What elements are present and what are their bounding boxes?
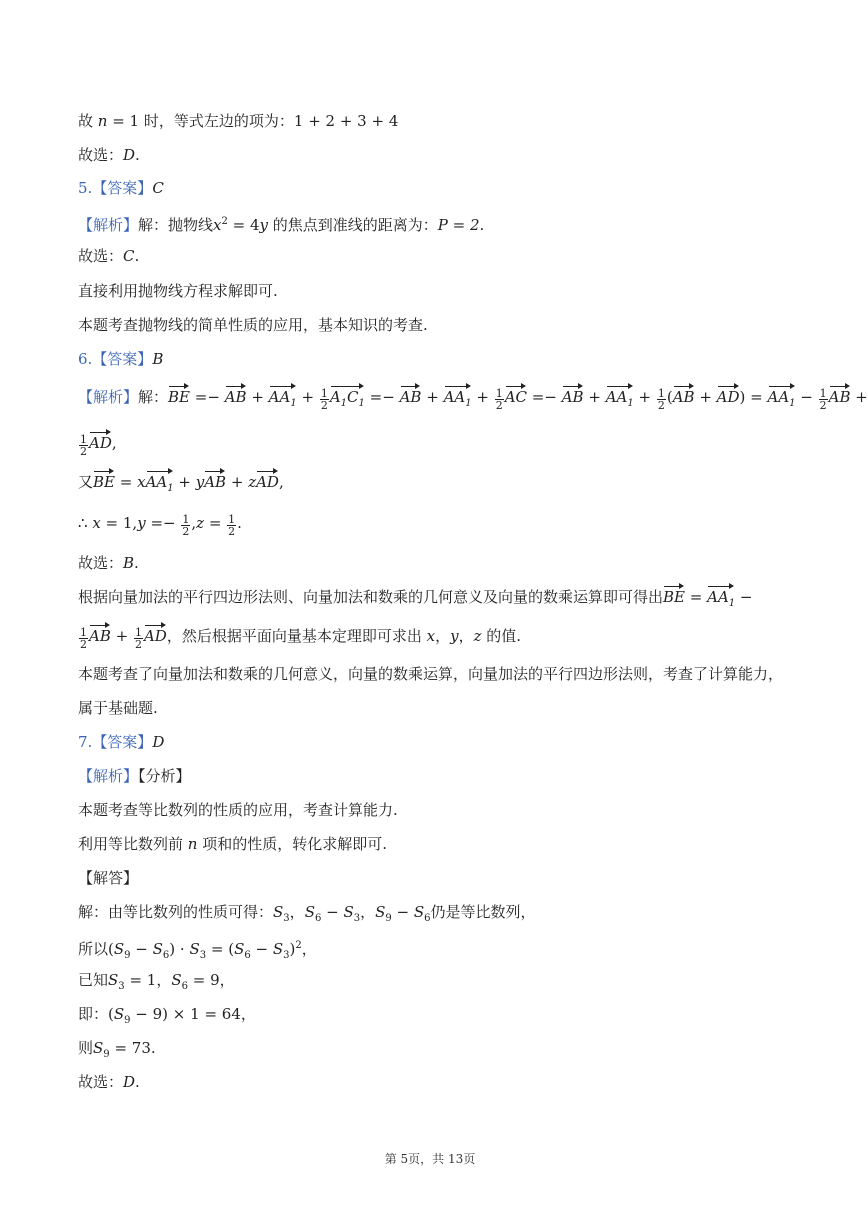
text-line: $\frac{1}{2}$ AD, (80, 433, 117, 458)
text-line: 故选：C. (78, 247, 140, 265)
text-line: 【解答】 (78, 869, 139, 887)
text-line: 则$S_9 = 73$. (78, 1039, 156, 1060)
analysis-7: 【解析】【分析】 (78, 767, 191, 785)
text-line: 所以$(S_9 - S_6) \cdot S_3 = (S_6 - S_3)^2$， (78, 940, 317, 961)
text-line: 故选：D. (78, 1073, 140, 1091)
text-line: $\frac{1}{2}$ AB + $\frac{1}{2}$ AD，然后根据平面向量基本定理即可求出 x，y，z 的值. (80, 626, 522, 651)
text-line: ∴ x = 1,y =− $\frac{1}{2}$ ,z = $\frac{1}{2}$ . (78, 513, 242, 538)
text-line: 利用等比数列前 n 项和的性质，转化求解即可. (78, 835, 387, 853)
text-line: 已知$S_3 = 1$，$S_6 = 9$， (78, 971, 235, 992)
text-line: 又BE = xAA$_1$ + yAB + zAD, (78, 472, 810, 499)
answer-7: 7.【答案】D (78, 733, 165, 751)
analysis-5: 【解析】解：抛物线$x^2 = 4y$ 的焦点到准线的距离为：P = 2. (78, 216, 485, 234)
text-line: 本题考查了向量加法和数乘的几何意义，向量的数乘运算，向量加法的平行四边形法则，考查了计算能力， (78, 665, 784, 683)
text-line: 故 n = 1 时，等式左边的项为：1 + 2 + 3 + 4 (78, 112, 399, 130)
text-line: 本题考查等比数列的性质的应用，考查计算能力. (78, 801, 398, 819)
text-line: 直接利用抛物线方程求解即可. (78, 282, 278, 300)
text-line: 解：由等比数列的性质可得：$S_3$，$S_6 - S_3$，$S_9 - S_6$仍是等比数列， (78, 903, 536, 924)
analysis-6: 【解析】解：BE =− AB + $AA_1$ + $\frac{1}{2}$ $A_1C_1$ =− AB + $AA_1$ + $\frac{1}{2}$ AC =− AB + $AA_1$ + $\frac{1}{2}$ $(AB + AD) = AA_1$ − $\frac{1}{2}$ AB + (78, 387, 868, 412)
text-line: 故选：B. (78, 554, 139, 572)
answer-5: 5.【答案】C (78, 179, 164, 197)
text-line: 本题考查抛物线的简单性质的应用，基本知识的考查. (78, 316, 428, 334)
text-line: 属于基础题. (78, 699, 158, 717)
text-line: 即：$(S_9 - 9) \times 1 = 64$， (78, 1005, 256, 1026)
page-footer: 第 5页，共 13页 (384, 1152, 476, 1166)
text-line: 根据向量加法的平行四边形法则、向量加法和数乘的几何意义及向量的数乘运算即可得出BE = $AA_1$ − (78, 587, 810, 614)
answer-6: 6.【答案】B (78, 350, 164, 368)
text-line: 故选：D. (78, 146, 140, 164)
